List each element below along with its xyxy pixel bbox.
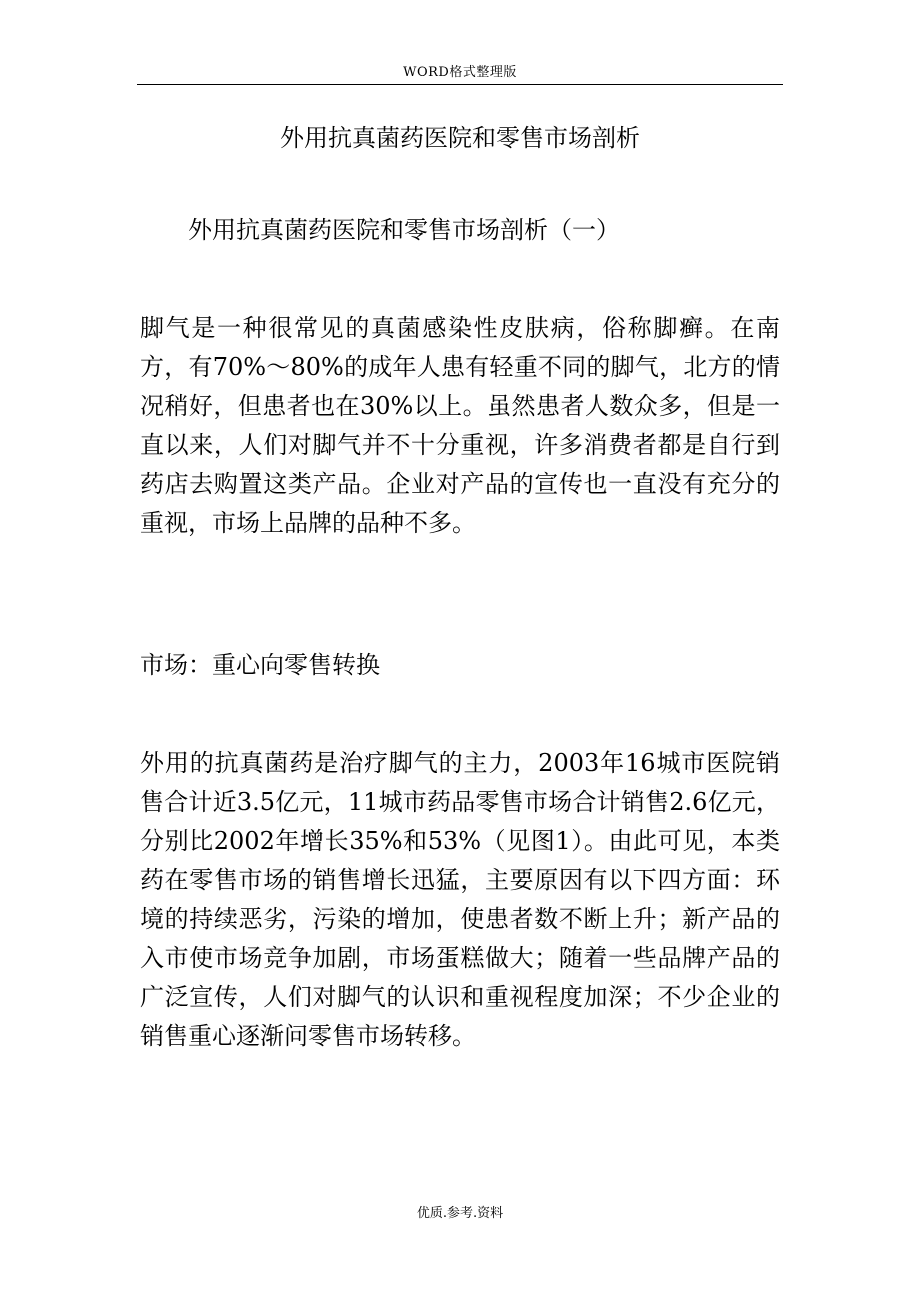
- header-divider: [137, 84, 783, 85]
- document-title: 外用抗真菌药医院和零售市场剖析: [280, 124, 640, 152]
- body-paragraph-2: 外用的抗真菌药是治疗脚气的主力，2003年16城市医院销售合计近3.5亿元，11城市药品零售市场合计销售2.6亿元，分别比2002年增长35%和53%（见图1）。由此可见，本类药在零售市场的销售增长迅猛，主要原因有以下四方面：环境的持续恶劣，污染的增加，使患者数不断上升；新产品的入市使市场竞争加剧，市场蛋糕做大；随着一些品牌产品的广泛宣传，人们对脚气的认识和重视程度加深；不少企业的销售重心逐渐问零售市场转移。: [140, 749, 780, 1050]
- page-header-label: WORD格式整理版: [403, 65, 517, 80]
- document-subtitle: 外用抗真菌药医院和零售市场剖析（一）: [188, 216, 620, 244]
- page-footer-label: 优质.参考.资料: [416, 1206, 504, 1221]
- body-paragraph-1: 脚气是一种很常见的真菌感染性皮肤病，俗称脚癣。在南方，有70%～80%的成年人患有轻重不同的脚气，北方的情况稍好，但患者也在30%以上。虽然患者人数众多，但是一直以来，人们对脚气并不十分重视，许多消费者都是自行到药店去购置这类产品。企业对产品的宣传也一直没有充分的重视，市场上品牌的品种不多。: [140, 314, 780, 537]
- section-heading: 市场：重心向零售转换: [140, 651, 380, 679]
